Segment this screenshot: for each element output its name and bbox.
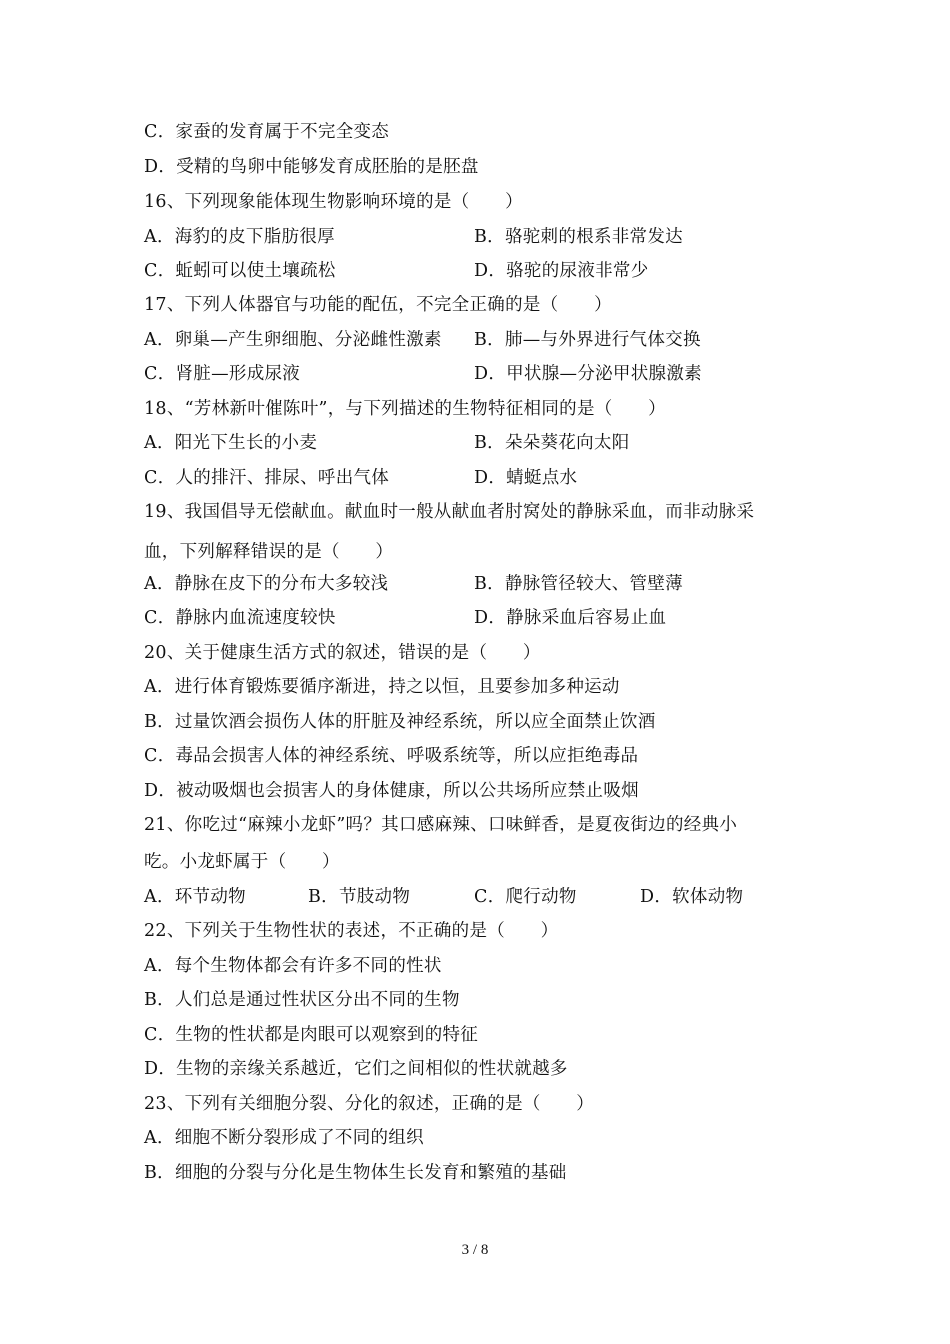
text-line: B．过量饮酒会损伤人体的肝脏及神经系统，所以应全面禁止饮酒	[144, 712, 656, 732]
text-line: A．进行体育锻炼要循序渐进，持之以恒，且要参加多种运动	[144, 677, 620, 697]
text-line: C．家蚕的发育属于不完全变态	[144, 122, 390, 142]
text-line: C．生物的性状都是肉眼可以观察到的特征	[144, 1025, 479, 1045]
text-line: 19、我国倡导无偿献血。献血时一般从献血者肘窝处的静脉采血，而非动脉采	[144, 502, 755, 522]
text-line: D．受精的鸟卵中能够发育成胚胎的是胚盘	[144, 157, 479, 177]
text-line: 16、下列现象能体现生物影响环境的是（ ）	[144, 192, 523, 212]
text-line: D．生物的亲缘关系越近，它们之间相似的性状就越多	[144, 1059, 568, 1079]
option-item: B．朵朵葵花向太阳	[474, 433, 630, 453]
option-item: C．人的排汗、排尿、呼出气体	[144, 468, 390, 488]
text-line: 吃。小龙虾属于（ ）	[144, 852, 340, 872]
option-item: A．静脉在皮下的分布大多较浅	[144, 574, 389, 594]
option-item: D．软体动物	[640, 887, 744, 907]
text-line: 22、下列关于生物性状的表述，不正确的是（ ）	[144, 921, 559, 941]
option-item: A．阳光下生长的小麦	[144, 433, 318, 453]
text-line: 17、下列人体器官与功能的配伍，不完全正确的是（ ）	[144, 295, 612, 315]
options-row	[144, 431, 630, 455]
option-item: D．骆驼的尿液非常少	[474, 261, 649, 281]
text-line: B．人们总是通过性状区分出不同的生物	[144, 990, 460, 1010]
text-line: A．每个生物体都会有许多不同的性状	[144, 956, 442, 976]
text-line: B．细胞的分裂与分化是生物体生长发育和繁殖的基础	[144, 1163, 567, 1183]
text-line: 血，下列解释错误的是（ ）	[144, 542, 394, 562]
text-line: 18、“芳林新叶催陈叶”，与下列描述的生物特征相同的是（ ）	[144, 399, 666, 419]
text-line: 20、关于健康生活方式的叙述，错误的是（ ）	[144, 643, 541, 663]
option-item: A．环节动物	[144, 887, 246, 907]
option-item: A．卵巢—产生卵细胞、分泌雌性激素	[144, 330, 442, 350]
options-row	[144, 606, 667, 630]
option-item: C．爬行动物	[474, 887, 577, 907]
option-item: C．静脉内血流速度较快	[144, 608, 336, 628]
option-item: B．骆驼刺的根系非常发达	[474, 227, 683, 247]
option-item: C．肾脏—形成尿液	[144, 364, 301, 384]
text-line: 23、下列有关细胞分裂、分化的叙述，正确的是（ ）	[144, 1094, 595, 1114]
text-line: A．细胞不断分裂形成了不同的组织	[144, 1128, 424, 1148]
option-item: D．静脉采血后容易止血	[474, 608, 667, 628]
option-item: C．蚯蚓可以使土壤疏松	[144, 261, 336, 281]
page-number: 3 / 8	[461, 1242, 489, 1258]
text-line: C．毒品会损害人体的神经系统、呼吸系统等，所以应拒绝毒品	[144, 746, 639, 766]
option-item: B．肺—与外界进行气体交换	[474, 330, 701, 350]
options-row	[144, 572, 683, 596]
option-item: A．海豹的皮下脂肪很厚	[144, 227, 335, 247]
text-line: 21、你吃过“麻辣小龙虾”吗？其口感麻辣、口味鲜香，是夏夜街边的经典小	[144, 815, 738, 835]
option-item: D．甲状腺—分泌甲状腺激素	[474, 364, 702, 384]
options-row	[144, 328, 701, 352]
option-item: B．静脉管径较大、管壁薄	[474, 574, 683, 594]
text-line: D．被动吸烟也会损害人的身体健康，所以公共场所应禁止吸烟	[144, 781, 639, 801]
options-row	[144, 466, 578, 490]
options-row	[144, 362, 702, 386]
options-row	[144, 259, 649, 283]
options-row	[144, 225, 683, 249]
option-item: B．节肢动物	[308, 887, 411, 907]
option-item: D．蜻蜓点水	[474, 468, 578, 488]
